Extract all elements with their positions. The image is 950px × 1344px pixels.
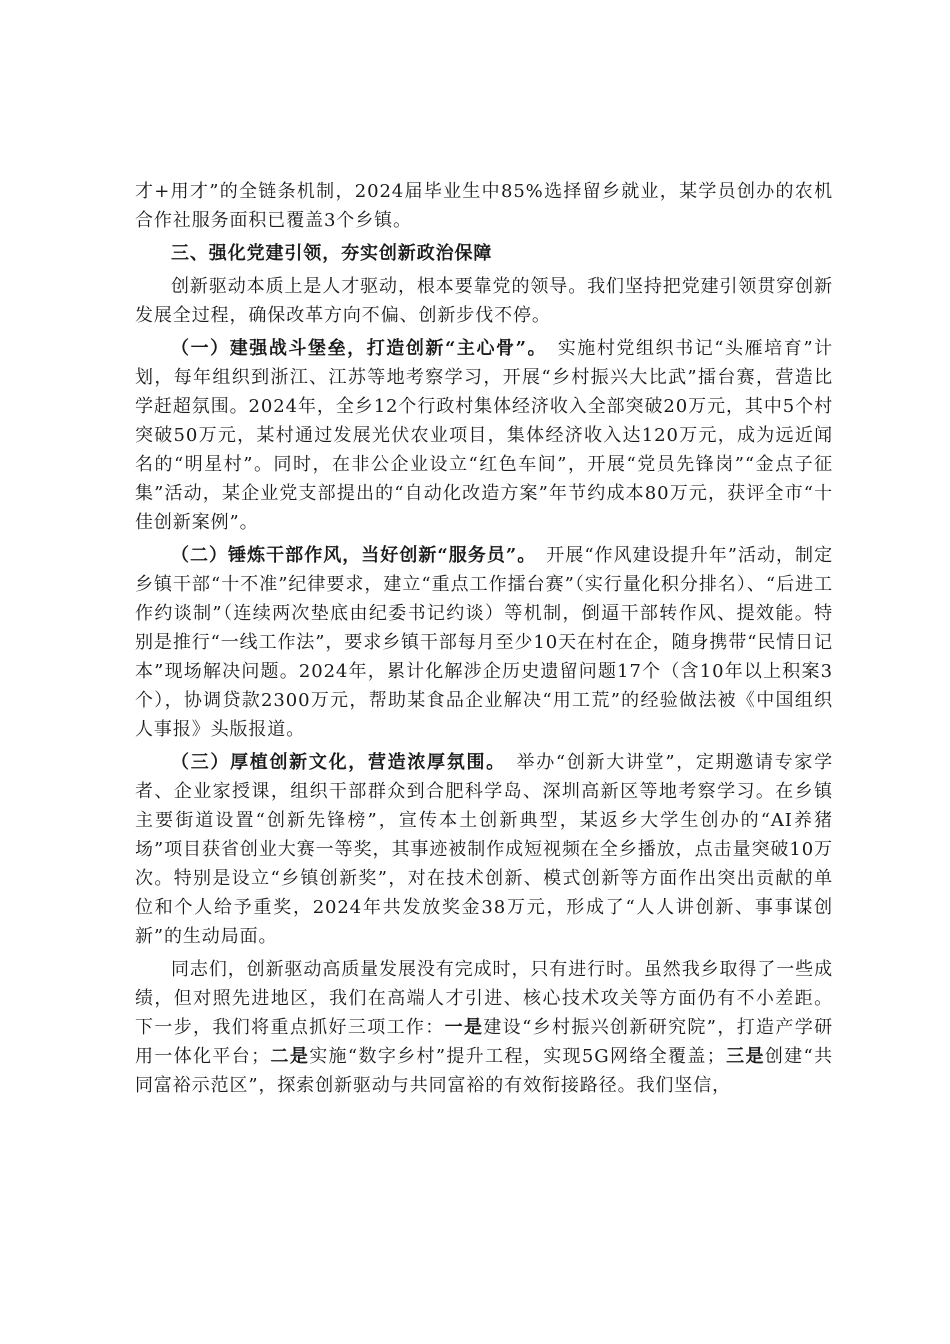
subsection-3 bbox=[135, 748, 833, 951]
document-page bbox=[135, 177, 833, 1100]
paragraph-intro: 创新驱动本质上是人才驱动，根本要靠党的领导。我们坚持把党建引领贯穿创新发展全过程，确保改革方向不偏、创新步伐不停。 bbox=[135, 276, 833, 326]
keyword-first: 一是 bbox=[444, 1017, 484, 1038]
closing-text-d: 创建“共同富裕示范区”，探索创新驱动与共同富裕的有效衔接路径。我们坚信， bbox=[135, 1046, 833, 1096]
subsection-1 bbox=[135, 334, 833, 537]
closing-text-c: 实施“数字乡村”提升工程，实现5G网络全覆盖； bbox=[309, 1046, 726, 1067]
section-heading: 三、强化党建引领，夯实创新政治保障 bbox=[171, 243, 493, 264]
subsection-3-label: （三）厚植创新文化，营造浓厚氛围。 bbox=[171, 752, 497, 773]
paragraph-closing bbox=[135, 955, 833, 1100]
subsection-2-label: （二）锤炼干部作风，当好创新“服务员”。 bbox=[171, 545, 528, 566]
closing-text-b: 建设“乡村振兴创新研究院”，打造产学研用一体化平台； bbox=[135, 1017, 833, 1067]
keyword-second: 二是 bbox=[270, 1046, 310, 1067]
subsection-1-label: （一）建强战斗堡垒，打造创新“主心骨”。 bbox=[171, 338, 539, 359]
subsection-1-text: 实施村党组织书记“头雁培育”计划，每年组织到浙江、江苏等地考察学习，开展“乡村振兴大比武”擂台赛，营造比学赶超氛围。2024年，全乡12个行政村集体经济收入全部突破20万元，其中5个村突破50万元，某村通过发展光伏农业项目，集体经济收入达120万元，成为远近闻名的“明星村”。同时，在非公企业设立“红色车间”，开展“党员先锋岗”“金点子征集”活动，某企业党支部提出的“自动化改造方案”年节约成本80万元，获评全市“十佳创新案例”。 bbox=[135, 338, 833, 533]
paragraph-continuation: 才+用才”的全链条机制，2024届毕业生中85%选择留乡就业，某学员创办的农机合作社服务面积已覆盖3个乡镇。 bbox=[135, 181, 833, 231]
closing-text-a: 同志们，创新驱动高质量发展没有完成时，只有进行时。虽然我乡取得了一些成绩，但对照先进地区，我们在高端人才引进、核心技术攻关等方面仍有不小差距。下一步，我们将重点抓好三项工作： bbox=[135, 959, 833, 1038]
keyword-third: 三是 bbox=[725, 1046, 765, 1067]
subsection-2 bbox=[135, 541, 833, 744]
subsection-2-text: 开展“作风建设提升年”活动，制定乡镇干部“十不准”纪律要求，建立“重点工作擂台赛”（实行量化积分排名）、“后进工作约谈制”（连续两次垫底由纪委书记约谈）等机制，倒逼干部转作风、提效能。特别是推行“一线工作法”，要求乡镇干部每月至少10天在村在企，随身携带“民情日记本”现场解决问题。2024年，累计化解涉企历史遗留问题17个（含10年以上积案3个），协调贷款2300万元，帮助某食品企业解决“用工荒”的经验做法被《中国组织人事报》头版报道。 bbox=[135, 545, 833, 740]
subsection-3-text: 举办“创新大讲堂”，定期邀请专家学者、企业家授课，组织干部群众到合肥科学岛、深圳高新区等地考察学习。在乡镇主要街道设置“创新先锋榜”，宣传本土创新典型，某返乡大学生创办的“AI养猪场”项目获省创业大赛一等奖，其事迹被制作成短视频在全乡播放，点击量突破10万次。特别是设立“乡镇创新奖”，对在技术创新、模式创新等方面作出突出贡献的单位和个人给予重奖，2024年共发放奖金38万元，形成了“人人讲创新、事事谋创新”的生动局面。 bbox=[135, 752, 833, 947]
